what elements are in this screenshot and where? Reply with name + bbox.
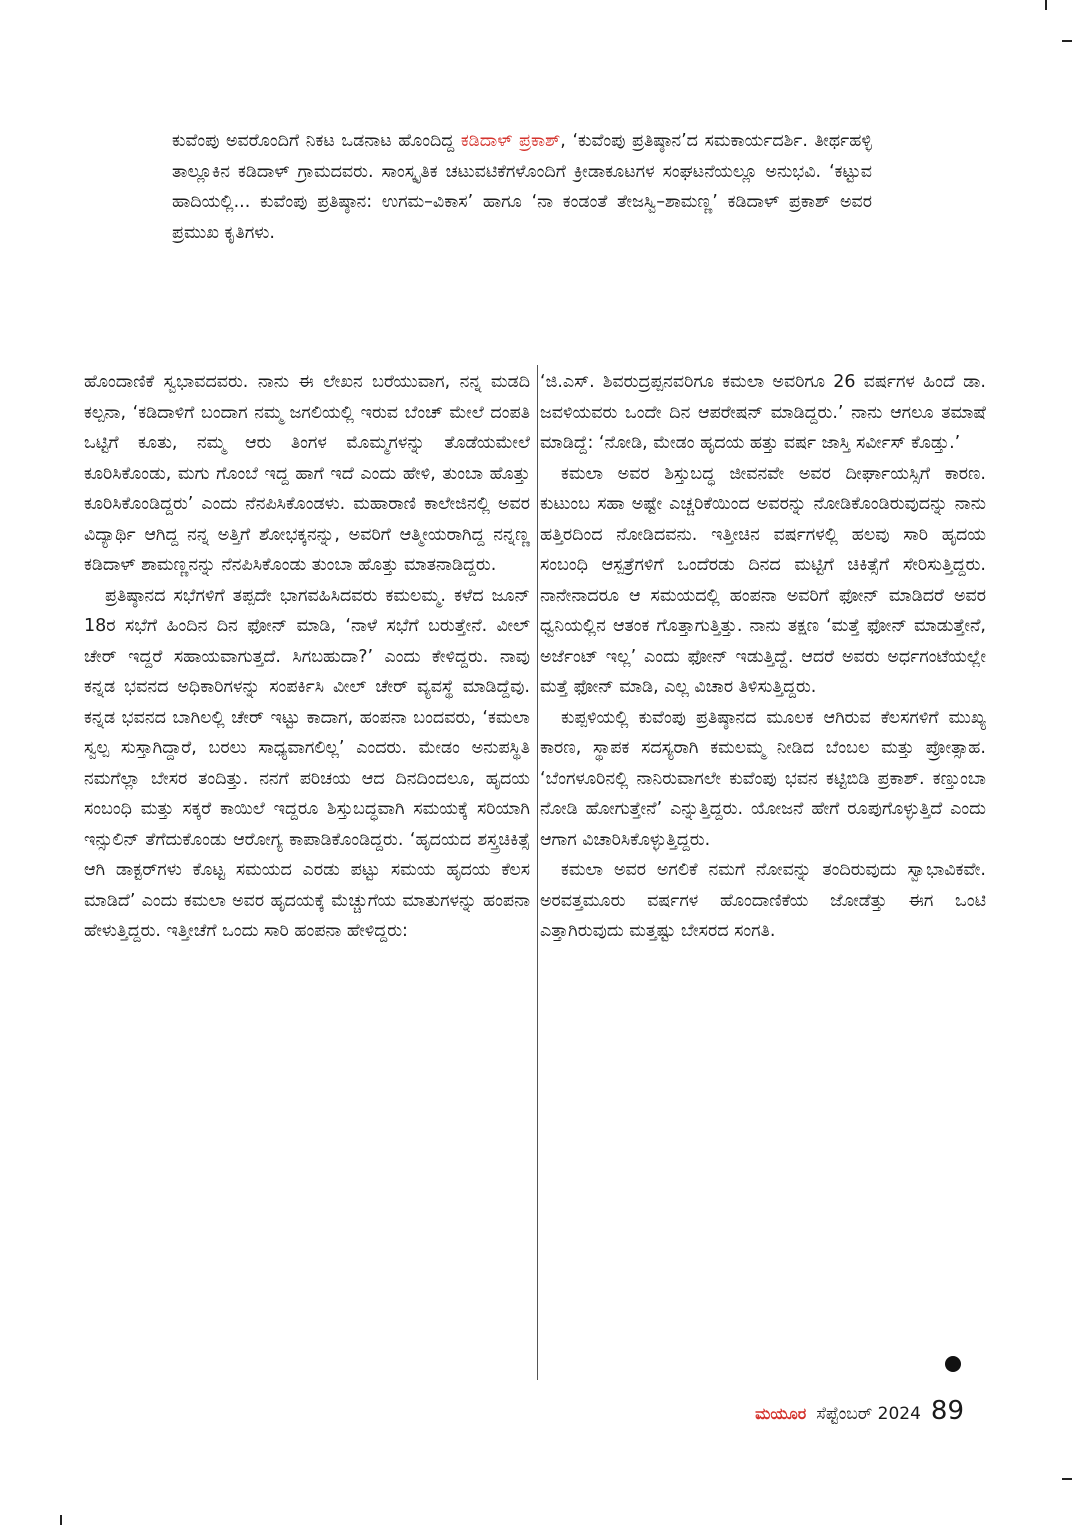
crop-mark-right [1062,40,1072,42]
paragraph: ‘ಜಿ.ಎಸ್. ಶಿವರುದ್ರಪ್ಪನವರಿಗೂ ಕಮಲಾ ಅವರಿಗೂ 26 ವರ್ಷಗಳ ಹಿಂದೆ ಡಾ. ಜವಳಿಯವರು ಒಂದೇ ದಿನ ಆಪರೇಷನ್ ಮಾಡಿದ್ದರು.’ ನಾನು ಆಗಲೂ ತಮಾಷೆ ಮಾಡಿದ್ದೆ: ‘ನೋಡಿ, ಮೇಡಂ ಹೃದಯ ಹತ್ತು ವರ್ಷ ಜಾಸ್ತಿ ಸರ್ವೀಸ್ ಕೊಡ್ತು.’ [540,372,986,453]
bio-text-start: ಕುವೆಂಪು ಅವರೊಂದಿಗೆ ನಿಕಟ ಒಡನಾಟ ಹೊಂದಿದ್ದ [172,131,461,151]
paragraph: ಕಮಲಾ ಅವರ ಶಿಸ್ತುಬದ್ಧ ಜೀವನವೇ ಅವರ ದೀರ್ಘಾಯಸ್ಸಿಗೆ ಕಾರಣ. ಕುಟುಂಬ ಸಹಾ ಅಷ್ಟೇ ಎಚ್ಚರಿಕೆಯಿಂದ ಅವರನ್ನು ನೋಡಿಕೊಂಡಿರುವುದನ್ನು ನಾನು ಹತ್ತಿರದಿಂದ ನೋಡಿದವನು. ಇತ್ತೀಚಿನ ವರ್ಷಗಳಲ್ಲಿ ಹಲವು ಸಾರಿ ಹೃದಯ ಸಂಬಂಧಿ ಆಸ್ಪತ್ರೆಗಳಿಗೆ ಒಂದೆರಡು ದಿನದ ಮಟ್ಟಿಗೆ ಚಿಕಿತ್ಸೆಗೆ ಸೇರಿಸುತ್ತಿದ್ದರು. ನಾನೇನಾದರೂ ಆ ಸಮಯದಲ್ಲಿ ಹಂಪನಾ ಅವರಿಗೆ ಫೋನ್ ಮಾಡಿದರೆ ಅವರ ಧ್ವನಿಯಲ್ಲಿನ ಆತಂಕ ಗೊತ್ತಾಗುತ್ತಿತ್ತು. ನಾನು ತಕ್ಷಣ ‘ಮತ್ತೆ ಫೋನ್ ಮಾಡುತ್ತೇನೆ, ಅರ್ಜೆಂಟ್ ಇಲ್ಲ’ ಎಂದು ಫೋನ್ ಇಡುತ್ತಿದ್ದೆ. ಆದರೆ ಅವರು ಅರ್ಧಗಂಟೆಯಲ್ಲೇ ಮತ್ತೆ ಫೋನ್ ಮಾಡಿ, ಎಲ್ಲ ವಿಚಾರ ತಿಳಿಸುತ್ತಿದ್ದರು. [540,463,986,697]
magazine-logo: ಮಯೂರ [755,1404,807,1423]
bio-text-rest: , ‘ಕುವೆಂಪು ಪ್ರತಿಷ್ಠಾನ’ದ ಸಮಕಾರ್ಯದರ್ಶಿ. ತೀರ್ಥಹಳ್ಳಿ ತಾಲ್ಲೂಕಿನ ಕಡಿದಾಳ್ ಗ್ರಾಮದವರು. ಸಾಂಸ್ಕೃತಿಕ ಚಟುವಟಿಕೆಗಳೊಂದಿಗೆ ಕ್ರೀಡಾಕೂಟಗಳ ಸಂಘಟನೆಯಲ್ಲೂ ಅನುಭವಿ. ‘ಕಟ್ಟುವ ಹಾದಿಯಲ್ಲಿ... ಕುವೆಂಪು ಪ್ರತಿಷ್ಠಾನ: ಉಗಮ–ವಿಕಾಸ’ ಹಾಗೂ ‘ನಾ ಕಂಡಂತೆ ತೇಜಸ್ವಿ–ಶಾಮಣ್ಣ’ ಕಡಿದಾಳ್ ಪ್ರಕಾಶ್ ಅವರ ಪ್ರಮುಖ ಕೃತಿಗಳು. [172,131,872,243]
crop-mark-bottom-right [1062,1478,1072,1480]
crop-mark-bottom-left [60,1515,62,1525]
column-divider [537,365,538,1380]
paragraph: ಪ್ರತಿಷ್ಠಾನದ ಸಭೆಗಳಿಗೆ ತಪ್ಪದೇ ಭಾಗವಹಿಸಿದವರು ಕಮಲಮ್ಮ. ಕಳೆದ ಜೂನ್ 18ರ ಸಭೆಗೆ ಹಿಂದಿನ ದಿನ ಫೋನ್ ಮಾಡಿ, ‘ನಾಳೆ ಸಭೆಗೆ ಬರುತ್ತೇನೆ. ವೀಲ್ ಚೇರ್ ಇದ್ದರೆ ಸಹಾಯವಾಗುತ್ತದೆ. ಸಿಗಬಹುದಾ?’ ಎಂದು ಕೇಳಿದ್ದರು. ನಾವು ಕನ್ನಡ ಭವನದ ಅಧಿಕಾರಿಗಳನ್ನು ಸಂಪರ್ಕಿಸಿ ವೀಲ್ ಚೇರ್ ವ್ಯವಸ್ಥೆ ಮಾಡಿದ್ದೆವು. ಕನ್ನಡ ಭವನದ ಬಾಗಿಲಲ್ಲಿ ಚೇರ್ ಇಟ್ಟು ಕಾದಾಗ, ಹಂಪನಾ ಬಂದವರು, ‘ಕಮಲಾ ಸ್ವಲ್ಪ ಸುಸ್ತಾಗಿದ್ದಾರೆ, ಬರಲು ಸಾಧ್ಯವಾಗಲಿಲ್ಲ’ ಎಂದರು. ಮೇಡಂ ಅನುಪಸ್ಥಿತಿ ನಮಗೆಲ್ಲಾ ಬೇಸರ ತಂದಿತ್ತು. ನನಗೆ ಪರಿಚಯ ಆದ ದಿನದಿಂದಲೂ, ಹೃದಯ ಸಂಬಂಧಿ ಮತ್ತು ಸಕ್ಕರೆ ಕಾಯಿಲೆ ಇದ್ದರೂ ಶಿಸ್ತುಬದ್ಧವಾಗಿ ಸಮಯಕ್ಕೆ ಸರಿಯಾಗಿ ಇನ್ಸುಲಿನ್ ತೆಗೆದುಕೊಂಡು ಆರೋಗ್ಯ ಕಾಪಾಡಿಕೊಂಡಿದ್ದರು. ‘ಹೃದಯದ ಶಸ್ತ್ರಚಿಕಿತ್ಸೆ ಆಗಿ ಡಾಕ್ಟರ್‌ಗಳು ಕೊಟ್ಟ ಸಮಯದ ಎರಡು ಪಟ್ಟು ಸಮಯ ಹೃದಯ ಕೆಲಸ ಮಾಡಿದೆ’ ಎಂದು ಕಮಲಾ ಅವರ ಹೃದಯಕ್ಕೆ ಮೆಚ್ಚುಗೆಯ ಮಾತುಗಳನ್ನು ಹಂಪನಾ ಹೇಳುತ್ತಿದ್ದರು. ಇತ್ತೀಚೆಗೆ ಒಂದು ಸಾರಿ ಹಂಪನಾ ಹೇಳಿದ್ದರು: [84,585,530,941]
article-column-left [84,367,530,947]
issue-date: ಸೆಪ್ಟೆಂಬರ್ 2024 [816,1404,921,1424]
end-bullet-icon [945,1356,961,1372]
page-footer [755,1396,964,1426]
paragraph: ಕುಪ್ಪಳಿಯಲ್ಲಿ ಕುವೆಂಪು ಪ್ರತಿಷ್ಠಾನದ ಮೂಲಕ ಆಗಿರುವ ಕೆಲಸಗಳಿಗೆ ಮುಖ್ಯ ಕಾರಣ, ಸ್ಥಾಪಕ ಸದಸ್ಯರಾಗಿ ಕಮಲಮ್ಮ ನೀಡಿದ ಬೆಂಬಲ ಮತ್ತು ಪ್ರೋತ್ಸಾಹ. ‘ಬೆಂಗಳೂರಿನಲ್ಲಿ ನಾನಿರುವಾಗಲೇ ಕುವೆಂಪು ಭವನ ಕಟ್ಟಿಬಿಡಿ ಪ್ರಕಾಶ್. ಕಣ್ತುಂಬಾ ನೋಡಿ ಹೋಗುತ್ತೇನೆ’ ಎನ್ನುತ್ತಿದ್ದರು. ಯೋಜನೆ ಹೇಗೆ ರೂಪುಗೊಳ್ಳುತ್ತಿದೆ ಎಂದು ಆಗಾಗ ವಿಚಾರಿಸಿಕೊಳ್ಳುತ್ತಿದ್ದರು. [540,707,986,850]
paragraph: ಹೊಂದಾಣಿಕೆ ಸ್ವಭಾವದವರು. ನಾನು ಈ ಲೇಖನ ಬರೆಯುವಾಗ, ನನ್ನ ಮಡದಿ ಕಲ್ಪನಾ, ‘ಕಡಿದಾಳಿಗೆ ಬಂದಾಗ ನಮ್ಮ ಜಗಲಿಯಲ್ಲಿ ಇರುವ ಬೆಂಚ್ ಮೇಲೆ ದಂಪತಿ ಒಟ್ಟಿಗೆ ಕೂತು, ನಮ್ಮ ಆರು ತಿಂಗಳ ಮೊಮ್ಮಗಳನ್ನು ತೊಡೆಯಮೇಲೆ ಕೂರಿಸಿಕೊಂಡು, ಮಗು ಗೊಂಬೆ ಇದ್ದ ಹಾಗೆ ಇದೆ ಎಂದು ಹೇಳಿ, ತುಂಬಾ ಹೊತ್ತು ಕೂರಿಸಿಕೊಂಡಿದ್ದರು’ ಎಂದು ನೆನಪಿಸಿಕೊಂಡಳು. ಮಹಾರಾಣಿ ಕಾಲೇಜಿನಲ್ಲಿ ಅವರ ವಿದ್ಯಾರ್ಥಿ ಆಗಿದ್ದ ನನ್ನ ಅತ್ತಿಗೆ ಶೋಭಕ್ಕನನ್ನು, ಅವರಿಗೆ ಆತ್ಮೀಯರಾಗಿದ್ದ ನನ್ನಣ್ಣ ಕಡಿದಾಳ್ ಶಾಮಣ್ಣನನ್ನು ನೆನಪಿಸಿಕೊಂಡು ತುಂಬಾ ಹೊತ್ತು ಮಾತನಾಡಿದ್ದರು. [84,372,530,575]
article-column-right [540,367,986,947]
author-name: ಕಡಿದಾಳ್ ಪ್ರಕಾಶ್ [460,131,561,151]
crop-mark-top [1045,0,1047,10]
page-number: 89 [930,1396,964,1426]
author-bio [172,126,872,248]
paragraph: ಕಮಲಾ ಅವರ ಅಗಲಿಕೆ ನಮಗೆ ನೋವನ್ನು ತಂದಿರುವುದು ಸ್ವಾಭಾವಿಕವೇ. ಅರವತ್ತಮೂರು ವರ್ಷಗಳ ಹೊಂದಾಣಿಕೆಯ ಜೋಡೆತ್ತು ಈಗ ಒಂಟಿ ಎತ್ತಾಗಿರುವುದು ಮತ್ತಷ್ಟು ಬೇಸರದ ಸಂಗತಿ. [540,860,986,941]
